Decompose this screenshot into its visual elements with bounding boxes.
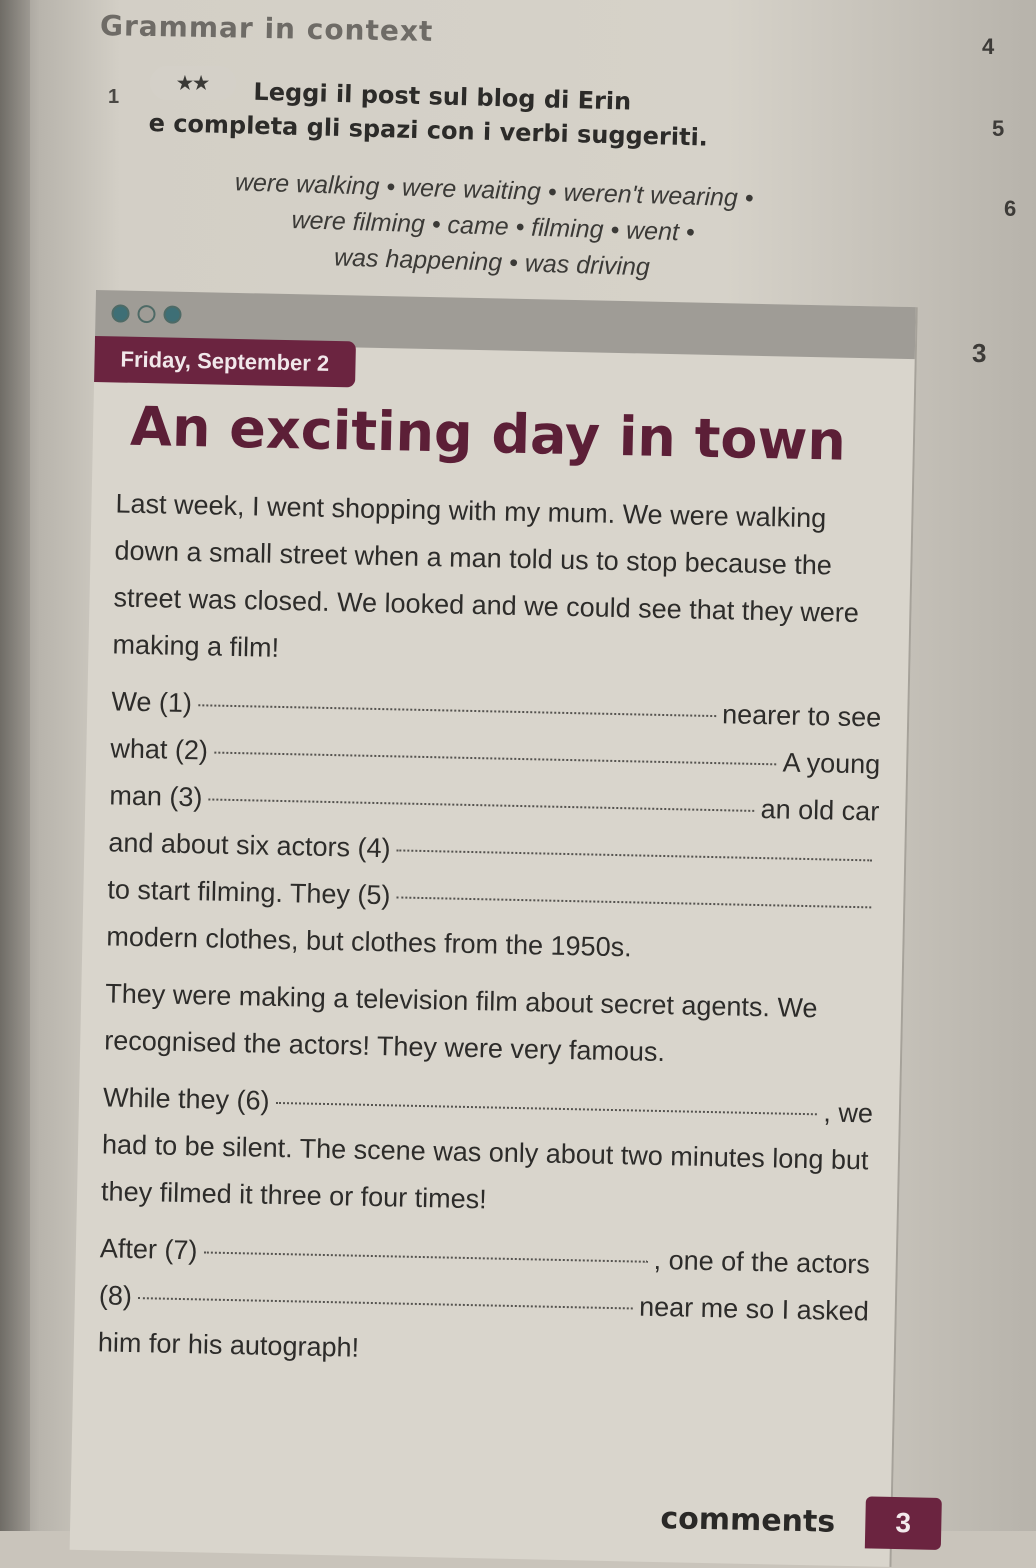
gap-label-7: After (7) bbox=[99, 1233, 198, 1266]
post-title: An exciting day in town bbox=[129, 394, 847, 473]
gap-label-5: to start filming. They (5) bbox=[107, 874, 391, 911]
gap-label-8: (8) bbox=[98, 1280, 133, 1311]
side-number-6: 6 bbox=[1004, 196, 1017, 221]
paragraph-3: They were making a television film about secret agents. We recognised the actors! They were very famous. bbox=[103, 978, 818, 1068]
gap-2[interactable] bbox=[214, 752, 777, 766]
post-date: Friday, September 2 bbox=[94, 336, 356, 387]
text-after-gap-3: an old car bbox=[760, 794, 880, 827]
gap-label-6: While they (6) bbox=[102, 1082, 270, 1116]
gap-4[interactable] bbox=[396, 849, 872, 861]
exercise-number: 1 bbox=[108, 86, 120, 108]
text-after-gap-2: A young bbox=[782, 747, 881, 780]
text-after-gap-8: near me so I asked bbox=[638, 1291, 870, 1327]
gap-8[interactable] bbox=[138, 1297, 633, 1309]
word-box-line-2: were filming • came • filming • went • bbox=[291, 206, 696, 247]
section-title: Grammar in context bbox=[99, 9, 434, 48]
gap-label-2: what (2) bbox=[110, 733, 209, 766]
paragraph-5-end: him for his autograph! bbox=[97, 1327, 360, 1363]
side-number-4: 4 bbox=[982, 34, 995, 59]
gap-1[interactable] bbox=[198, 704, 716, 717]
dot-icon bbox=[163, 305, 181, 323]
comments-label[interactable]: comments bbox=[660, 1500, 836, 1540]
paragraph-1: Last week, I went shopping with my mum. We were walking down a small street when a man told us to stop because the street was closed. We looked and we could see that they were making a film! bbox=[112, 488, 860, 663]
side-number-5: 5 bbox=[992, 116, 1005, 141]
paragraph-5 bbox=[97, 1225, 870, 1382]
gap-7[interactable] bbox=[203, 1251, 647, 1262]
post-body bbox=[97, 480, 885, 1382]
book-gutter bbox=[0, 0, 30, 1531]
window-dots bbox=[111, 304, 181, 323]
paragraph-4-end: had to be silent. The scene was only about two minutes long but they filmed it three or four times! bbox=[100, 1129, 869, 1215]
paragraph-2 bbox=[106, 678, 882, 976]
word-box-line-3: was happening • was driving bbox=[333, 243, 651, 282]
comments-count-badge: 3 bbox=[865, 1496, 942, 1550]
text-after-gap-1: nearer to see bbox=[721, 699, 882, 733]
text-after-gap-7: , one of the actors bbox=[653, 1244, 871, 1280]
gap-6[interactable] bbox=[276, 1102, 818, 1115]
gap-label-1: We (1) bbox=[111, 686, 193, 719]
paragraph-2-end: modern clothes, but clothes from the 1950s. bbox=[106, 921, 632, 963]
text-after-gap-6: , we bbox=[823, 1097, 874, 1129]
dot-icon bbox=[111, 304, 129, 322]
blog-post-card bbox=[70, 290, 918, 1567]
paragraph-4 bbox=[101, 1074, 874, 1231]
gap-label-3: man (3) bbox=[109, 780, 203, 813]
instruction-line-1: Leggi il post sul blog di Erin bbox=[253, 77, 632, 116]
gap-label-4: and about six actors (4) bbox=[108, 827, 391, 864]
difficulty-stars: ★★ bbox=[150, 66, 236, 100]
comments-row bbox=[660, 1492, 942, 1550]
dot-icon bbox=[137, 305, 155, 323]
side-number-3: 3 bbox=[972, 338, 987, 368]
instruction-line-2: e completa gli spazi con i verbi suggeriti. bbox=[148, 108, 709, 152]
word-box-line-1: were walking • were waiting • weren't wearing • bbox=[234, 168, 754, 213]
gap-3[interactable] bbox=[208, 798, 754, 811]
gap-5[interactable] bbox=[396, 896, 871, 908]
